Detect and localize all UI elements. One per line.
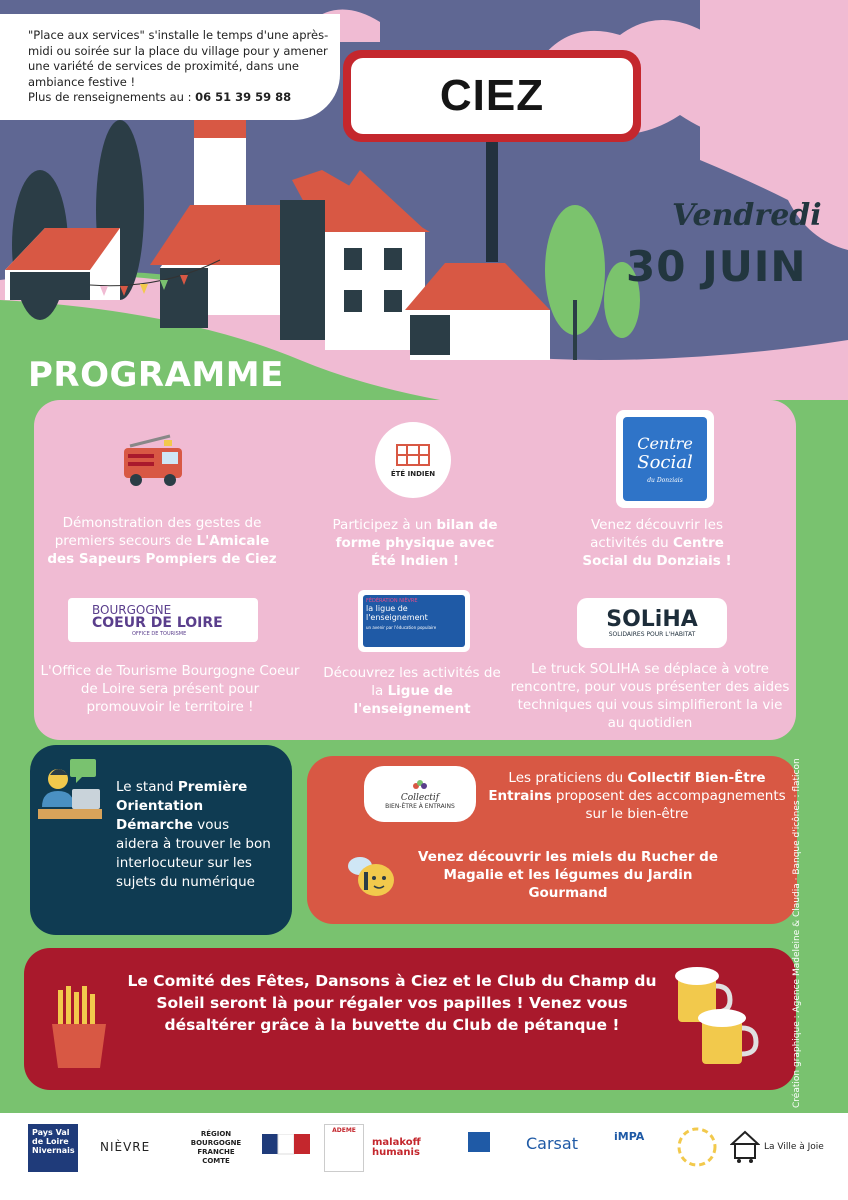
bourgogne-line3: OFFICE DE TOURISME [132,630,187,637]
msa-logo [468,1132,490,1152]
centre-social-word2: Social [637,451,693,473]
bourgogne-line1: BOURGOGNE [92,602,172,617]
mpa-logo: iMPA [614,1130,645,1143]
numerique-text-post: vous aidera à trouver le bon interlocuteur sur les sujets du numérique [116,817,271,890]
beer-mugs-icon [672,962,762,1072]
bee-icon [342,850,400,900]
centre-social-text-pre: Venez découvrir les activités du [590,517,724,551]
ademe-logo: ADEME [324,1124,364,1172]
ville-a-joie-logo: La Ville à Joie [764,1142,824,1152]
pays-logo: Pays Val de Loire Nivernais [28,1124,78,1172]
ete-indien-text-pre: Participez à un [332,517,437,533]
buvette-text: Le Comité des Fêtes, Dansons à Ciez et le Club du Champ du Soleil seront là pour régaler vos papilles ! Venez vous désaltérer grâce à la buvette du Club de pétanque ! [127,972,657,1034]
carsat-logo: Carsat [526,1134,578,1153]
phone-number: 06 51 39 59 88 [195,90,292,104]
ete-indien-text [330,516,500,570]
pompiers-text-bold: L'Amicale des Sapeurs Pompiers de Ciez [47,533,277,567]
soliha-text: Le truck SOLIHA se déplace à votre rencontre, pour vous présenter des aides techniques qui vous simplifieront la vie au quotidien [510,661,790,731]
ligue-enseignement-logo [358,590,470,652]
sign-post [486,142,498,262]
region-logo: RÉGION BOURGOGNE FRANCHE COMTE [190,1130,242,1165]
computer-user-icon [36,757,106,827]
centre-social-logo [616,410,714,508]
programme-title: PROGRAMME [28,355,284,395]
ligue-line3: l'enseignement [366,613,428,622]
centre-social-text-bold: Centre Social du Donziais [582,535,724,569]
pompiers-text [42,514,282,568]
soliha-tagline: SOLIDAIRES POUR L'HABITAT [608,630,696,638]
ligue-text [320,664,504,718]
numerique-text-pre: Le stand [116,779,178,795]
ligue-line1: FÉDÉRATION NIÈVRE [366,598,418,604]
ete-indien-text-post: avec Été Indien ! [370,535,495,569]
info-label: Plus de renseignements au : [28,90,192,104]
nievre-logo: NIÈVRE [100,1140,151,1154]
ligue-text-pre: Découvrez les activités de la [323,665,501,699]
centre-social-text [572,516,742,570]
circle-partner-logo [676,1126,718,1168]
ete-indien-mark [395,443,431,467]
fries-icon [48,984,110,1070]
ligue-line4: un avenir par l'éducation populaire [366,625,437,630]
republique-francaise-logo [262,1134,310,1166]
numerique-text-bold: Première Orientation Démarche [116,779,248,833]
ete-indien-text-bold: bilan de forme physique [335,517,498,551]
centre-social-word1: Centre [637,433,693,453]
bourgogne-logo [68,598,258,642]
collectif-line2: BIEN-ÊTRE À ENTRAINS [385,802,455,810]
centre-social-word3: du Donziais [647,476,683,484]
fire-truck-icon [120,430,188,488]
ete-indien-label: ÉTÉ INDIEN [390,469,436,478]
collectif-text [484,769,790,823]
numerique-text [116,778,272,892]
malakoff-logo: malakoff humanis [372,1137,421,1158]
collectif-flower-icon [410,779,430,793]
collectif-text-bold: Collectif Bien-Être Entrains [488,770,766,804]
ligue-line2: la ligue de [366,604,408,613]
collectif-text-pre: Les praticiens du [508,770,628,786]
pompiers-text-pre: Démonstration des gestes de premiers secours de [54,515,262,549]
soliha-logo [577,598,727,648]
bourgogne-line2: COEUR DE LOIRE [92,614,223,631]
town-sign [343,50,641,142]
soliha-name: SOLiHA [606,606,698,632]
house-icon [730,1130,760,1164]
intro-text: "Place aux services" s'installe le temps d'une après-midi ou soirée sur la place du village pour y amener une variété de services de proximité, dans une ambiance festive ! [28,28,329,89]
town-name: CIEZ [351,58,633,134]
collectif-line1: Collectif [400,792,440,803]
ete-indien-logo [375,422,451,498]
event-day: Vendredi [672,198,822,233]
centre-social-text-post: ! [720,553,732,569]
collectif-text-post: proposent des accompagnements sur le bien-être [551,788,786,822]
credits-text: Création graphique : Agence Madeleine & Claudia · Banque d'icônes : flaticon [792,758,802,1108]
event-date: 30 JUIN [626,242,807,291]
rucher-text: Venez découvrir les miels du Rucher de Magalie et les légumes du Jardin Gourmand [418,849,718,901]
ligue-text-bold: Ligue de l'enseignement [353,683,471,717]
tourisme-text: L'Office de Tourisme Bourgogne Coeur de Loire sera présent pour promouvoir le territoire ! [40,663,300,715]
intro-text-box [0,14,340,120]
collectif-logo [364,766,476,822]
